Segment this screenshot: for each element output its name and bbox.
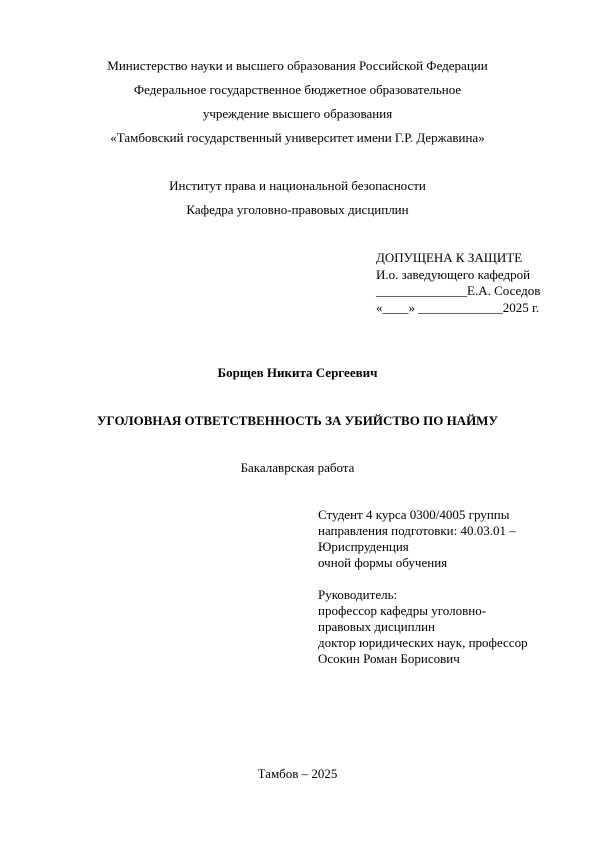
supervisor-name: Осокин Роман Борисович [318, 651, 460, 666]
student-line-1: Студент 4 курса 0300/4005 группы [318, 507, 510, 522]
approval-block [376, 250, 540, 316]
student-line-4: очной формы обучения [318, 555, 448, 570]
approval-signature: ______________Е.А. Соседов [376, 283, 541, 298]
student-line-3: Юриспруденция [318, 539, 409, 554]
student-line-2: направления подготовки: 40.03.01 – [318, 523, 516, 538]
university-name: «Тамбовский государственный университет имени Г.Р. Державина» [110, 130, 485, 145]
department-name: Кафедра уголовно-правовых дисциплин [186, 202, 409, 217]
supervisor-line-2: правовых дисциплин [318, 619, 436, 634]
institute-name: Институт права и национальной безопасности [169, 178, 426, 193]
city-year: Тамбов – 2025 [257, 766, 338, 781]
supervisor-line-1: профессор кафедры уголовно- [318, 603, 487, 618]
thesis-title: УГОЛОВНАЯ ОТВЕТСТВЕННОСТЬ ЗА УБИЙСТВО ПО НАЙМУ [96, 413, 498, 428]
institution-line-2: учреждение высшего образования [202, 106, 393, 121]
institution-line-1: Федеральное государственное бюджетное образовательное [133, 82, 462, 97]
author-name: Борщев Никита Сергеевич [217, 365, 378, 380]
work-type: Бакалаврская работа [240, 460, 355, 475]
approval-date: «____» _____________2025 г. [376, 299, 540, 315]
approval-title: ДОПУЩЕНА К ЗАЩИТЕ [376, 250, 523, 265]
ministry-line: Министерство науки и высшего образования Российской Федерации [107, 58, 488, 73]
supervisor-line-3: доктор юридических наук, профессор [318, 635, 528, 650]
supervisor-label: Руководитель: [318, 587, 398, 602]
approval-position: И.о. заведующего кафедрой [376, 266, 531, 282]
student-info-block [318, 507, 528, 667]
